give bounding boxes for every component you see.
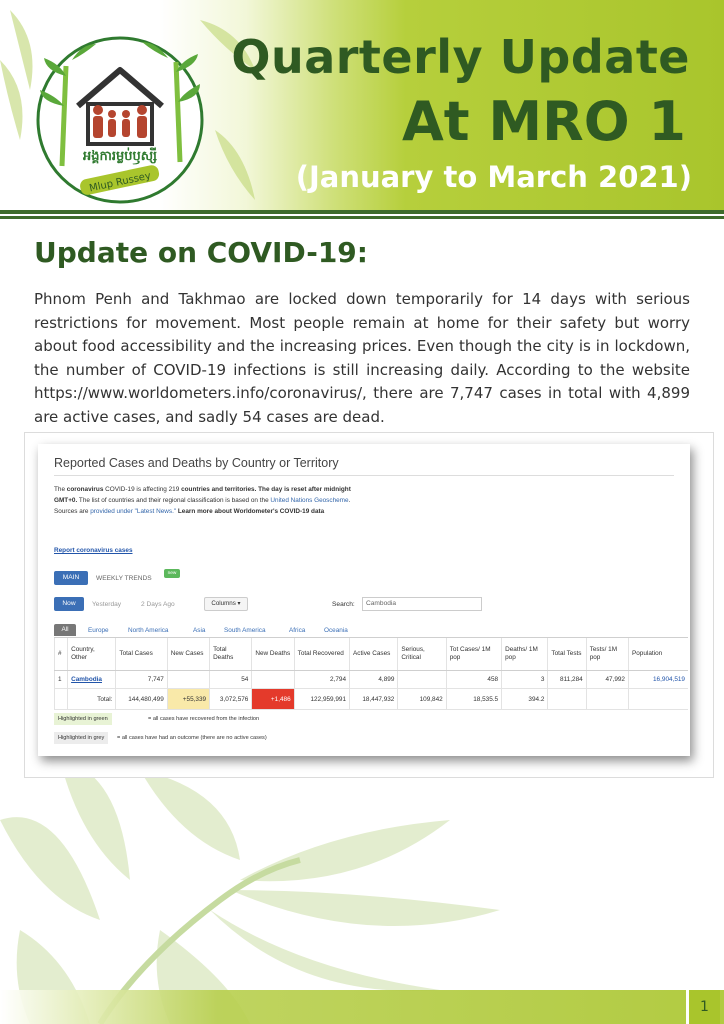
cell-tests-per-1m: 47,992 xyxy=(586,671,628,689)
col-header[interactable]: # xyxy=(55,638,68,671)
region-tab-africa[interactable]: Africa xyxy=(289,627,306,634)
desc-text: The list of countries and their regional classification is based on the xyxy=(77,497,271,504)
page-title-line2: At MRO 1 xyxy=(401,90,686,153)
screenshot-divider xyxy=(54,475,674,476)
desc-text: Sources are xyxy=(54,508,91,515)
header-divider-secondary xyxy=(0,216,724,219)
desc-bold: GMT+0. xyxy=(54,497,78,504)
geoscheme-link[interactable]: United Nations Geoscheme xyxy=(270,497,349,504)
col-header[interactable]: Tot Cases/ 1M pop xyxy=(446,638,501,671)
cell-country xyxy=(68,671,116,689)
cell-total-tests: 811,284 xyxy=(548,671,586,689)
section-body: Phnom Penh and Takhmao are locked down temporarily for 14 days with serious restrictions for movement. Most people remain at home for their safety but worry about food accessibility and the increasing prices. Even though the city is in lockdown, the number of COVID-19 infections is still increasing daily. According to the website https://www.worldometers.info/coronavirus/, there are 7,747 cases in total with 4,899 are active cases, and sadly 54 cases are dead. xyxy=(34,290,690,426)
col-header[interactable]: Country, Other xyxy=(68,638,116,671)
cell-new-deaths: +1,486 xyxy=(252,689,294,710)
col-header[interactable]: Total Recovered xyxy=(294,638,349,671)
cell-empty xyxy=(548,689,586,710)
cell-deaths-per-1m: 394.2 xyxy=(502,689,548,710)
col-header[interactable]: Total Tests xyxy=(548,638,586,671)
two-days-ago-button[interactable]: 2 Days Ago xyxy=(141,601,175,608)
col-header[interactable]: Total Deaths xyxy=(210,638,252,671)
cell-new-cases: +55,339 xyxy=(167,689,209,710)
tab-weekly-trends[interactable]: WEEKLY TRENDS xyxy=(96,575,152,582)
col-header[interactable]: Tests/ 1M pop xyxy=(586,638,628,671)
cell-total-cases: 7,747 xyxy=(116,671,167,689)
col-header[interactable]: New Deaths xyxy=(252,638,294,671)
cell-empty xyxy=(586,689,628,710)
yesterday-button[interactable]: Yesterday xyxy=(92,601,122,608)
col-header[interactable]: Population xyxy=(628,638,688,671)
tab-main[interactable]: MAIN xyxy=(54,571,88,585)
cases-table xyxy=(54,637,688,710)
cell-active-cases: 18,447,932 xyxy=(350,689,398,710)
search-label: Search: xyxy=(332,601,355,608)
cell-deaths-per-1m: 3 xyxy=(502,671,548,689)
region-tab-asia[interactable]: Asia xyxy=(193,627,206,634)
learn-more-link[interactable]: Learn more about Worldometer's COVID-19 data xyxy=(176,508,325,515)
cell-rank: 1 xyxy=(55,671,68,689)
cell-cases-per-1m: 18,535.5 xyxy=(446,689,501,710)
header-banner xyxy=(0,0,724,212)
cell-total-recovered: 122,959,991 xyxy=(294,689,349,710)
cell-total-recovered: 2,794 xyxy=(294,671,349,689)
country-link[interactable]: Cambodia xyxy=(71,676,102,683)
logo-khmer-text: អង្គការម្លប់ឫស្សី xyxy=(82,149,158,164)
cell-total-label: Total: xyxy=(68,689,116,710)
new-badge: new xyxy=(164,569,180,578)
desc-bold: coronavirus xyxy=(66,486,104,493)
desc-text: COVID-19 is affecting 219 xyxy=(103,486,182,493)
col-header[interactable]: New Cases xyxy=(167,638,209,671)
cell-population xyxy=(628,671,688,689)
table-row xyxy=(55,671,689,689)
cell-empty xyxy=(55,689,68,710)
legend-green-swatch: Highlighted in green xyxy=(54,713,112,725)
cell-total-deaths: 54 xyxy=(210,671,252,689)
cell-empty xyxy=(628,689,688,710)
worldometers-screenshot xyxy=(38,444,690,756)
desc-text: The xyxy=(54,486,67,493)
footer-bar xyxy=(0,990,724,1024)
desc-text: . xyxy=(348,497,351,504)
table-total-row xyxy=(55,689,689,710)
col-header[interactable]: Deaths/ 1M pop xyxy=(502,638,548,671)
screenshot-title: Reported Cases and Deaths by Country or Territory xyxy=(54,456,339,470)
region-tab-europe[interactable]: Europe xyxy=(88,627,109,634)
columns-dropdown[interactable]: Columns ▾ xyxy=(204,597,248,611)
bamboo-leaves-decoration-icon xyxy=(0,760,724,1024)
table-header-row xyxy=(55,638,689,671)
cell-active-cases: 4,899 xyxy=(350,671,398,689)
header-divider xyxy=(0,210,724,214)
page-title-line1: Quarterly Update xyxy=(231,30,690,84)
report-period: (January to March 2021) xyxy=(295,160,692,194)
desc-bold: countries and territories. The day is reset after midnight xyxy=(181,486,351,493)
col-header[interactable]: Serious, Critical xyxy=(398,638,446,671)
cell-total-cases: 144,480,499 xyxy=(116,689,167,710)
col-header[interactable]: Active Cases xyxy=(350,638,398,671)
region-tab-all[interactable]: All xyxy=(54,624,76,636)
page-number: 1 xyxy=(686,990,720,1024)
cell-new-cases xyxy=(167,671,209,689)
cell-cases-per-1m: 458 xyxy=(446,671,501,689)
now-button[interactable]: Now xyxy=(54,597,84,611)
screenshot-description xyxy=(54,484,674,517)
population-link[interactable]: 16,904,519 xyxy=(653,676,685,683)
cell-serious: 109,842 xyxy=(398,689,446,710)
cell-serious xyxy=(398,671,446,689)
legend-grey-swatch: Highlighted in grey xyxy=(54,732,108,744)
cell-new-deaths xyxy=(252,671,294,689)
legend-grey-text: = all cases have had an outcome (there are no active cases) xyxy=(117,735,267,741)
region-tab-north-america[interactable]: North America xyxy=(128,627,169,634)
latest-news-link[interactable]: provided under "Latest News." xyxy=(90,508,177,515)
region-tab-oceania[interactable]: Oceania xyxy=(324,627,348,634)
report-cases-link[interactable]: Report coronavirus cases xyxy=(54,547,133,554)
legend-green-text: = all cases have recovered from the infection xyxy=(148,716,260,722)
cell-total-deaths: 3,072,576 xyxy=(210,689,252,710)
mlup-russey-logo-icon xyxy=(36,36,204,204)
search-input[interactable]: Cambodia xyxy=(362,597,482,611)
section-title: Update on COVID-19: xyxy=(34,236,368,269)
region-tab-south-america[interactable]: South America xyxy=(224,627,266,634)
col-header[interactable]: Total Cases xyxy=(116,638,167,671)
logo-org-name: Mlup Russey xyxy=(88,170,152,195)
